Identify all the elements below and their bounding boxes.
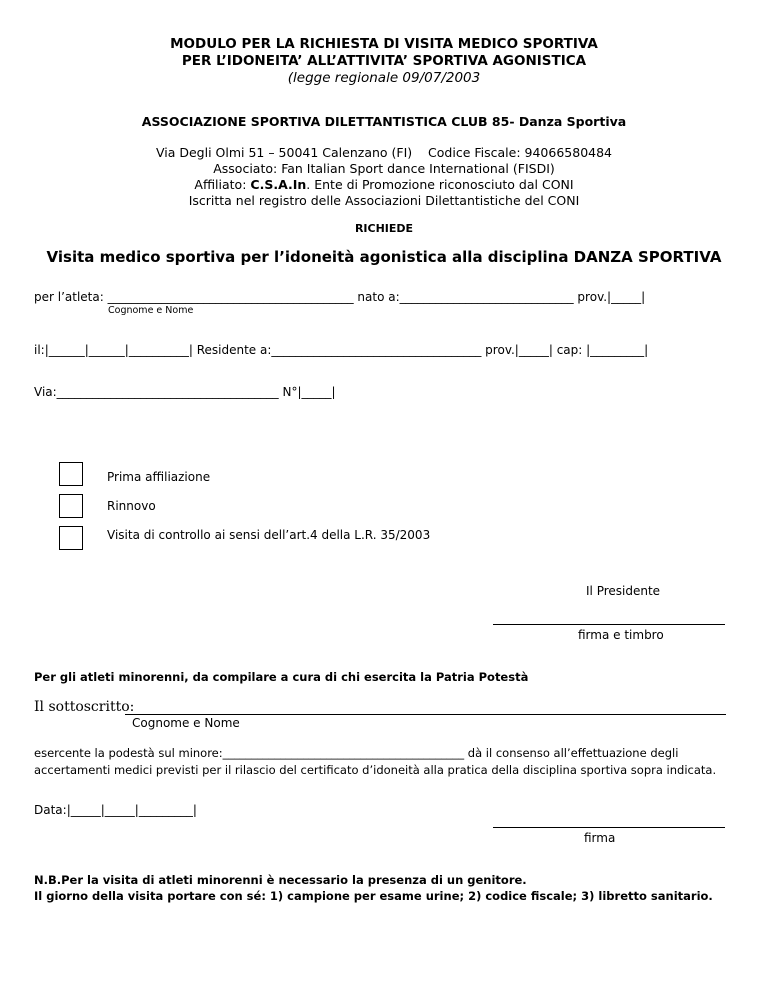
affiliated-suffix: . Ente di Promozione riconosciuto dal CONI (306, 177, 574, 192)
athlete-line-1[interactable]: per l’atleta: _________________________________________ nato a:_____________________________ prov.|_____| (34, 290, 646, 304)
note-line-1: N.B.Per la visita di atleti minorenni è necessario la presenza di un genitore. (34, 873, 527, 887)
association-associated: Associato: Fan Italian Sport dance International (FISDI) (213, 161, 555, 176)
undersigned-name-caption: Cognome e Nome (132, 716, 240, 730)
affiliated-body: C.S.A.In (250, 177, 307, 192)
president-signature-caption: firma e timbro (578, 628, 664, 642)
parent-signature-line[interactable] (493, 827, 725, 828)
president-signature-line[interactable] (493, 624, 725, 625)
president-title: Il Presidente (586, 584, 661, 598)
parent-signature-caption: firma (584, 831, 616, 845)
undersigned-input-line[interactable] (125, 714, 726, 715)
option-label-rinnovo: Rinnovo (107, 499, 156, 513)
option-label-prima-affiliazione: Prima affiliazione (107, 470, 211, 484)
note-line-2: Il giorno della visita portare con sé: 1) campione per esame urine; 2) codice fiscale; 3) libretto sanitario. (34, 889, 713, 903)
form-title-line2: PER L’IDONEITA’ ALL’ATTIVITA’ SPORTIVA AGONISTICA (181, 53, 587, 69)
consent-line-2: accertamenti medici previsti per il rilascio del certificato d’idoneità alla pratica della disciplina sportiva sopra indicata. (34, 763, 717, 777)
option-checkbox-rinnovo[interactable] (59, 494, 83, 518)
option-checkbox-prima-affiliazione[interactable] (59, 462, 83, 486)
affiliated-prefix: Affiliato: (194, 177, 251, 192)
athlete-line-2[interactable]: il:|______|______|__________| Residente a:___________________________________ prov.|_____| cap: |_________| (34, 343, 649, 357)
option-label-visita-controllo: Visita di controllo ai sensi dell’art.4 della L.R. 35/2003 (107, 528, 431, 542)
association-register: Iscritta nel registro delle Associazioni Dilettantistiche del CONI (188, 193, 580, 208)
athlete-line-3[interactable]: Via:_____________________________________ N°|_____| (34, 385, 336, 399)
association-address: Via Degli Olmi 51 – 50041 Calenzano (FI) Codice Fiscale: 94066580484 (155, 145, 613, 160)
option-checkbox-visita-controllo[interactable] (59, 526, 83, 550)
date-field[interactable]: Data:|_____|_____|_________| (34, 803, 197, 817)
law-reference: (legge regionale 09/07/2003 (287, 70, 481, 86)
athlete-name-caption: Cognome e Nome (108, 305, 194, 316)
request-heading: Visita medico sportiva per l’idoneità agonistica alla disciplina DANZA SPORTIVA (46, 248, 722, 266)
consent-line-1[interactable]: esercente la podestà sul minore:__________________________________________ dà il consenso all’effettuazione degli (34, 746, 679, 760)
association-name: ASSOCIAZIONE SPORTIVA DILETTANTISTICA CLUB 85- Danza Sportiva (141, 114, 627, 129)
association-affiliated (0, 177, 768, 192)
minors-heading: Per gli atleti minorenni, da compilare a cura di chi esercita la Patria Potestà (34, 670, 529, 684)
undersigned-label: Il sottoscritto: (34, 699, 135, 715)
request-label: RICHIEDE (354, 222, 414, 235)
form-title-line1: MODULO PER LA RICHIESTA DI VISITA MEDICO SPORTIVA (170, 36, 598, 52)
